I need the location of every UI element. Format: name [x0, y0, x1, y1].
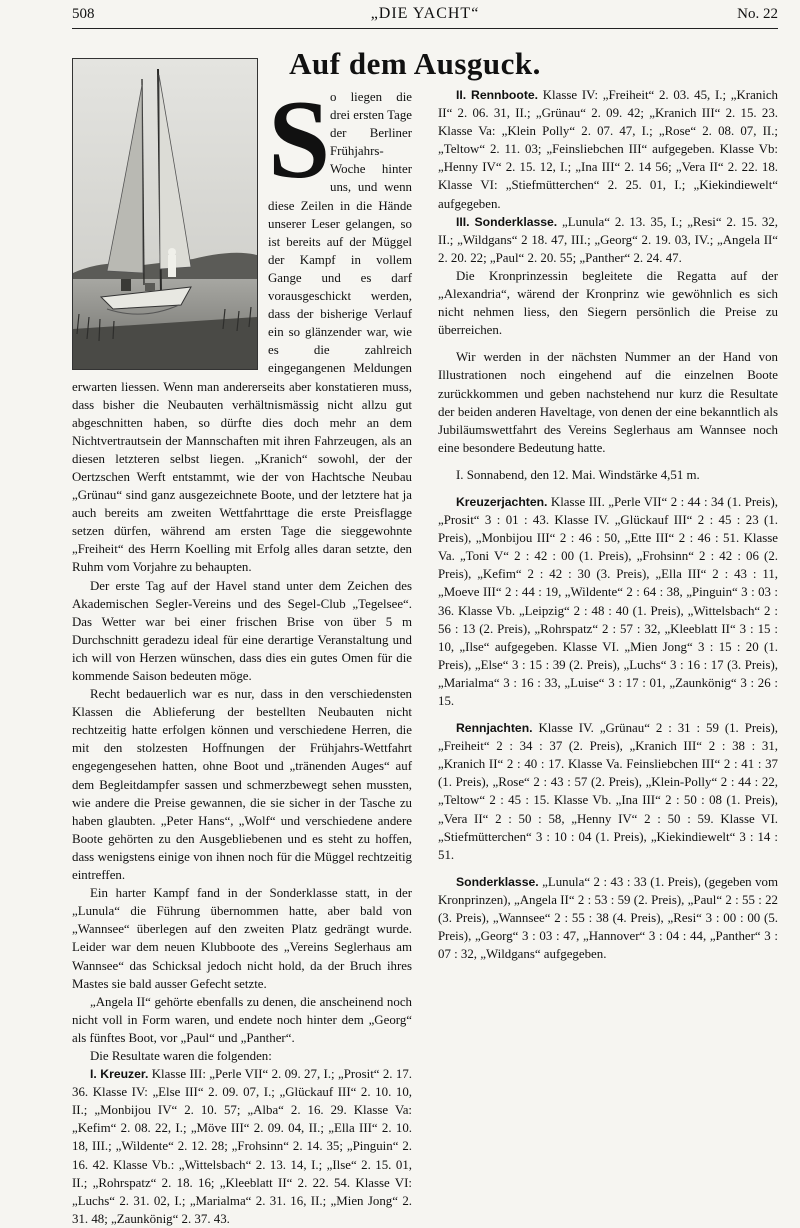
results2-rennjachten-label: Rennjachten. — [456, 721, 533, 736]
page-number: 508 — [72, 6, 95, 22]
paragraph-3: Recht bedauerlich war es nur, dass in den verschiedensten Klassen die Ablieferung der bestellten Neubauten nicht rechtzeitig hatte erfolgen können und verschiedene Herren, die mit den stolzesten Hoffnungen der Frühjahrs-Wettfahrt engegengesehen hatten, ohne Boot und „tränenden Auges“ auf dem Begleitdampfer sassen und schmerzbewegt sehen mussten, wie andere die Preise gewannen, die sie sicher in der Tasche zu haben glaubten. „Peter Hans“, „Wolf“ und verschiedene andere Boote gehörten zu den Ausgebliebenen und es steht zu hoffen, dass wenigstens einige von ihnen noch für die Müggel rechtzeitig eintreffen. — [72, 687, 412, 883]
paragraph-kronprinzessin: Die Kronprinzessin begleitete die Regatta auf der „Alexandria“, wärend der Kronprinz wie gewöhnlich es sich nicht nehmen liess, den Siegern persönlich die Preise zu überreichen. — [438, 268, 778, 338]
results2-rennjachten — [438, 719, 778, 864]
results2-sonderklasse-text: „Lunula“ 2 : 43 : 33 (1. Preis), (gegeben vom Kronprinzen), „Angela II“ 2 : 53 : 59 (2. Preis), „Paul“ 2 : 55 : 22 (3. Preis), „Wannsee“ 2 : 55 : 38 (4. Preis), „Resi“ 3 : 00 : 00 (5. Preis), „Georg“ 3 : 03 : 47, „Hannover“ 3 : 04 : 44, „Panther“ 3 : 07 : 32, „Wildgans“ aufgegeben. — [438, 874, 778, 962]
results-rennboote-text: Klasse IV: „Freiheit“ 2. 03. 45, I.; „Kranich II“ 2. 06. 31, II.; „Grünau“ 2. 09. 42; „Kranich III“ 2. 15. 23. Klasse Va: „Klein Polly“ 2. 07. 47, I.; „Rose“ 2. 08. 07, II.; „Teltow“ 2. 11. 03; „Feinsliebchen III“ aufgegeben. Klasse Vb: „Henny IV“ 2. 15. 12, I.; „Ina III“ 2. 14 56; „Vera II“ 2. 22. 18. Klasse VI: „Stiefmütterchen“ 2. 25. 01, I.; „Kiekindiewelt“ aufgegeben. — [438, 88, 778, 211]
paragraph-1: o liegen die drei ersten Tage der Berliner Frühjahrs-Woche hinter uns, und wenn diese Zeilen in die Hände unserer Leser gelangen, so ist bereits auf der Müggel der Kampf in vollem Gange und es darf vorausgeschickt werden, dass der bisherige Verlauf ein so glänzender war, wie es die zahlreich eingegangenen Meldungen erwarten liessen. Wenn man andererseits aber konstatieren muss, dass bisher die Neubauten verhältnismässig nicht allzu gut abgeschnitten haben, so dürfte dies doch mehr an dem Nichtvertrautsein der Mannschaften mit ihren Fahrzeugen, als an diesen letzteren selbst liegen. „Kranich“ sowohl, der der Oertzschen Werft entstammt, wie der von Hachtsche Neubau „Grünau“ sind ganz ausgezeichnete Boote, und der letztere hat ja auch bereits am zweiten Wettfahrttage die erste Preisflagge setzen dürfen, während am ersten Tage die sieggewohnte „Freiheit“ des Herrn Koelling mit Erfolg alles daran setzte, den Ruhm vom Vorjahre zu behaupten. — [72, 90, 412, 575]
journal-title: „DIE YACHT“ — [370, 5, 480, 22]
results2-sonderklasse-label: Sonderklasse. — [456, 874, 539, 889]
results-rennboote-label: II. Rennboote. — [456, 88, 539, 102]
article-title: Auf dem Ausguck. — [289, 46, 541, 81]
results2-kreuzerjachten-text: Klasse III. „Perle VII“ 2 : 44 : 34 (1. Preis), „Prosit“ 3 : 01 : 43. Klasse IV. „Glückauf III“ 2 : 45 : 23 (1. Preis), „Monbijou III“ 2 : 46 : 50, „Ette III“ 2 : 46 : 51. Klasse Va. „Toni V“ 2 : 42 : 00 (1. Preis), „Frohsinn“ 2 : 42 : 06 (2. Preis), „Kefim“ 2 : 42 : 30 (3. Preis), „Ella III“ 2 : 43 : 11, „Moeve III“ 2 : 44 : 19, „Wildente“ 2 : 64 : 38, „Pinguin“ 3 : 03 : 36. Klasse Vb. „Leipzig“ 2 : 48 : 40 (1. Preis), „Wittelsbach“ 2 : 56 : 13 (2. Preis), „Rohrspatz“ 2 : 57 : 32, „Kleeblatt II“ 3 : 15 : 10, „Ilse“ aufgegeben. Klasse VI. „Mien Jong“ 3 : 15 : 20 (1. Preis), „Else“ 3 : 15 : 39 (2. Preis), „Luchs“ 3 : 16 : 17 (3. Preis), „Marialma“ 3 : 16 : 33, „Luise“ 3 : 17 : 01, „Zaunkönig“ 3 : 26 : 15. — [438, 494, 778, 708]
results-rennboote — [438, 86, 778, 213]
results2-kreuzerjachten-label: Kreuzerjachten. — [456, 494, 548, 509]
drop-cap: S — [268, 78, 331, 202]
paragraph-2: Der erste Tag auf der Havel stand unter dem Zeichen des Akademischen Segler-Vereins und des Segel-Club „Tegelsee“. Das Wetter war bei einer frischen Brise von über 5 m Durchschnitt geradezu ideal für eine derartige Veranstaltung und ich will von Herzen wünschen, dass dies ein gutes Omen für die kommende Saison bedeuten möge. — [72, 578, 412, 683]
issue-number: No. 22 — [737, 6, 778, 22]
results2-kreuzerjachten — [438, 493, 778, 710]
results-sonderklasse-text: „Lunula“ 2. 13. 35, I.; „Resi“ 2. 15. 32, II.; „Wildgans“ 2 18. 47, III.; „Georg“ 2. 19. 03, IV.; „Angela II“ 2. 20. 22; „Paul“ 2. 20. 55; „Panther“ 2. 24. 47. — [438, 214, 778, 265]
results-kreuzer-label: I. Kreuzer. — [90, 1067, 149, 1082]
results2-sonderklasse — [438, 873, 778, 963]
paragraph-4: Ein harter Kampf fand in der Sonderklasse statt, in der „Lunula“ die Führung übernommen hatte, aber bald von „Wannsee“ überlegen auf den zweiten Platz gedrängt wurde. Leider war dem neuen Klubboote des „Vereins Seglerhaus am Wannsee“ das Schicksal jedoch nicht hold, da der Bruch ihres Mastes sie bald ausser Gefecht setzte. — [72, 886, 412, 991]
left-column — [72, 78, 412, 1228]
results-sonderklasse-label: III. Sonderklasse. — [456, 214, 558, 229]
results-kreuzer-text: Klasse III: „Perle VII“ 2. 09. 27, I.; „Prosit“ 2. 17. 36. Klasse IV: „Else III“ 2. 09. 07, I.; „Glückauf III“ 2. 10. 10, II.; „Monbijou IV“ 2. 10. 57; „Alba“ 2. 16. 29. Klasse Va: „Kefim“ 2. 08. 22, I.; „Möve III“ 2. 09. 04, II.; „Ella III“ 2. 10. 18, III.; „Wildente“ 2. 12. 28; „Frohsinn“ 2. 14. 35; „Pinguin“ 2. 16. 42. Klasse Vb.: „Wittelsbach“ 2. 13. 14, I.; „Ilse“ 2. 15. 01, II.; „Rohrspatz“ 2. 18. 16; „Kleeblatt II“ 2. 22. 54. Klasse VI: „Luchs“ 2. 31. 02, I.; „Marialma“ 2. 31. 16, II.; „Mien Jong“ 2. 31. 48; „Zaunkönig“ 2. 37. 43. — [72, 1067, 412, 1226]
sailboat-photo — [72, 58, 258, 370]
results2-rennjachten-text: Klasse IV. „Grünau“ 2 : 31 : 59 (1. Preis), „Freiheit“ 2 : 34 : 37 (2. Preis), „Kranich III“ 2 : 38 : 31, „Kranich II“ 2 : 40 : 17. Klasse Va. Feinsliebchen III“ 2 : 41 : 37 (1. Preis), „Rose“ 2 : 43 : 57 (2. Preis), „Klein-Polly“ 2 : 44 : 22, „Teltow“ 2 : 45 : 15. Klasse Vb. „Ina III“ 2 : 50 : 08 (1. Preis), „Vera II“ 2 : 50 : 58, „Henny IV“ 2 : 50 : 59. Klasse VI. „Stiefmütterchen“ 3 : 10 : 04 (1. Preis), „Kiekindiewelt“ 3 : 14 : 51. — [438, 721, 778, 862]
paragraph-5: „Angela II“ gehörte ebenfalls zu denen, die anscheinend noch nicht voll in Form waren, und endete noch hinter dem „Georg“ als fünftes Boot, vor „Paul“ und „Panther“. — [72, 994, 412, 1045]
running-header — [72, 4, 778, 29]
paragraph-sonnabend: I. Sonnabend, den 12. Mai. Windstärke 4,51 m. — [456, 467, 700, 482]
right-column — [438, 86, 778, 963]
results-kreuzer — [72, 1065, 412, 1228]
results-sonderklasse — [438, 213, 778, 267]
sailboat-illustration — [73, 59, 257, 369]
paragraph-naechste-nummer: Wir werden in der nächsten Nummer an der Hand von Illustrationen noch eingehend auf die einzelnen Boote zurückkommen und geben nachstehend nur kurz die Resultate der beiden anderen Haveltage, von denen der eine bekanntlich als Jubiläumswettfahrt des Vereins Seglerhaus am Wannsee noch eine besondere Bedeutung hatte. — [438, 350, 778, 455]
paragraph-6: Die Resultate waren die folgenden: — [90, 1048, 272, 1063]
